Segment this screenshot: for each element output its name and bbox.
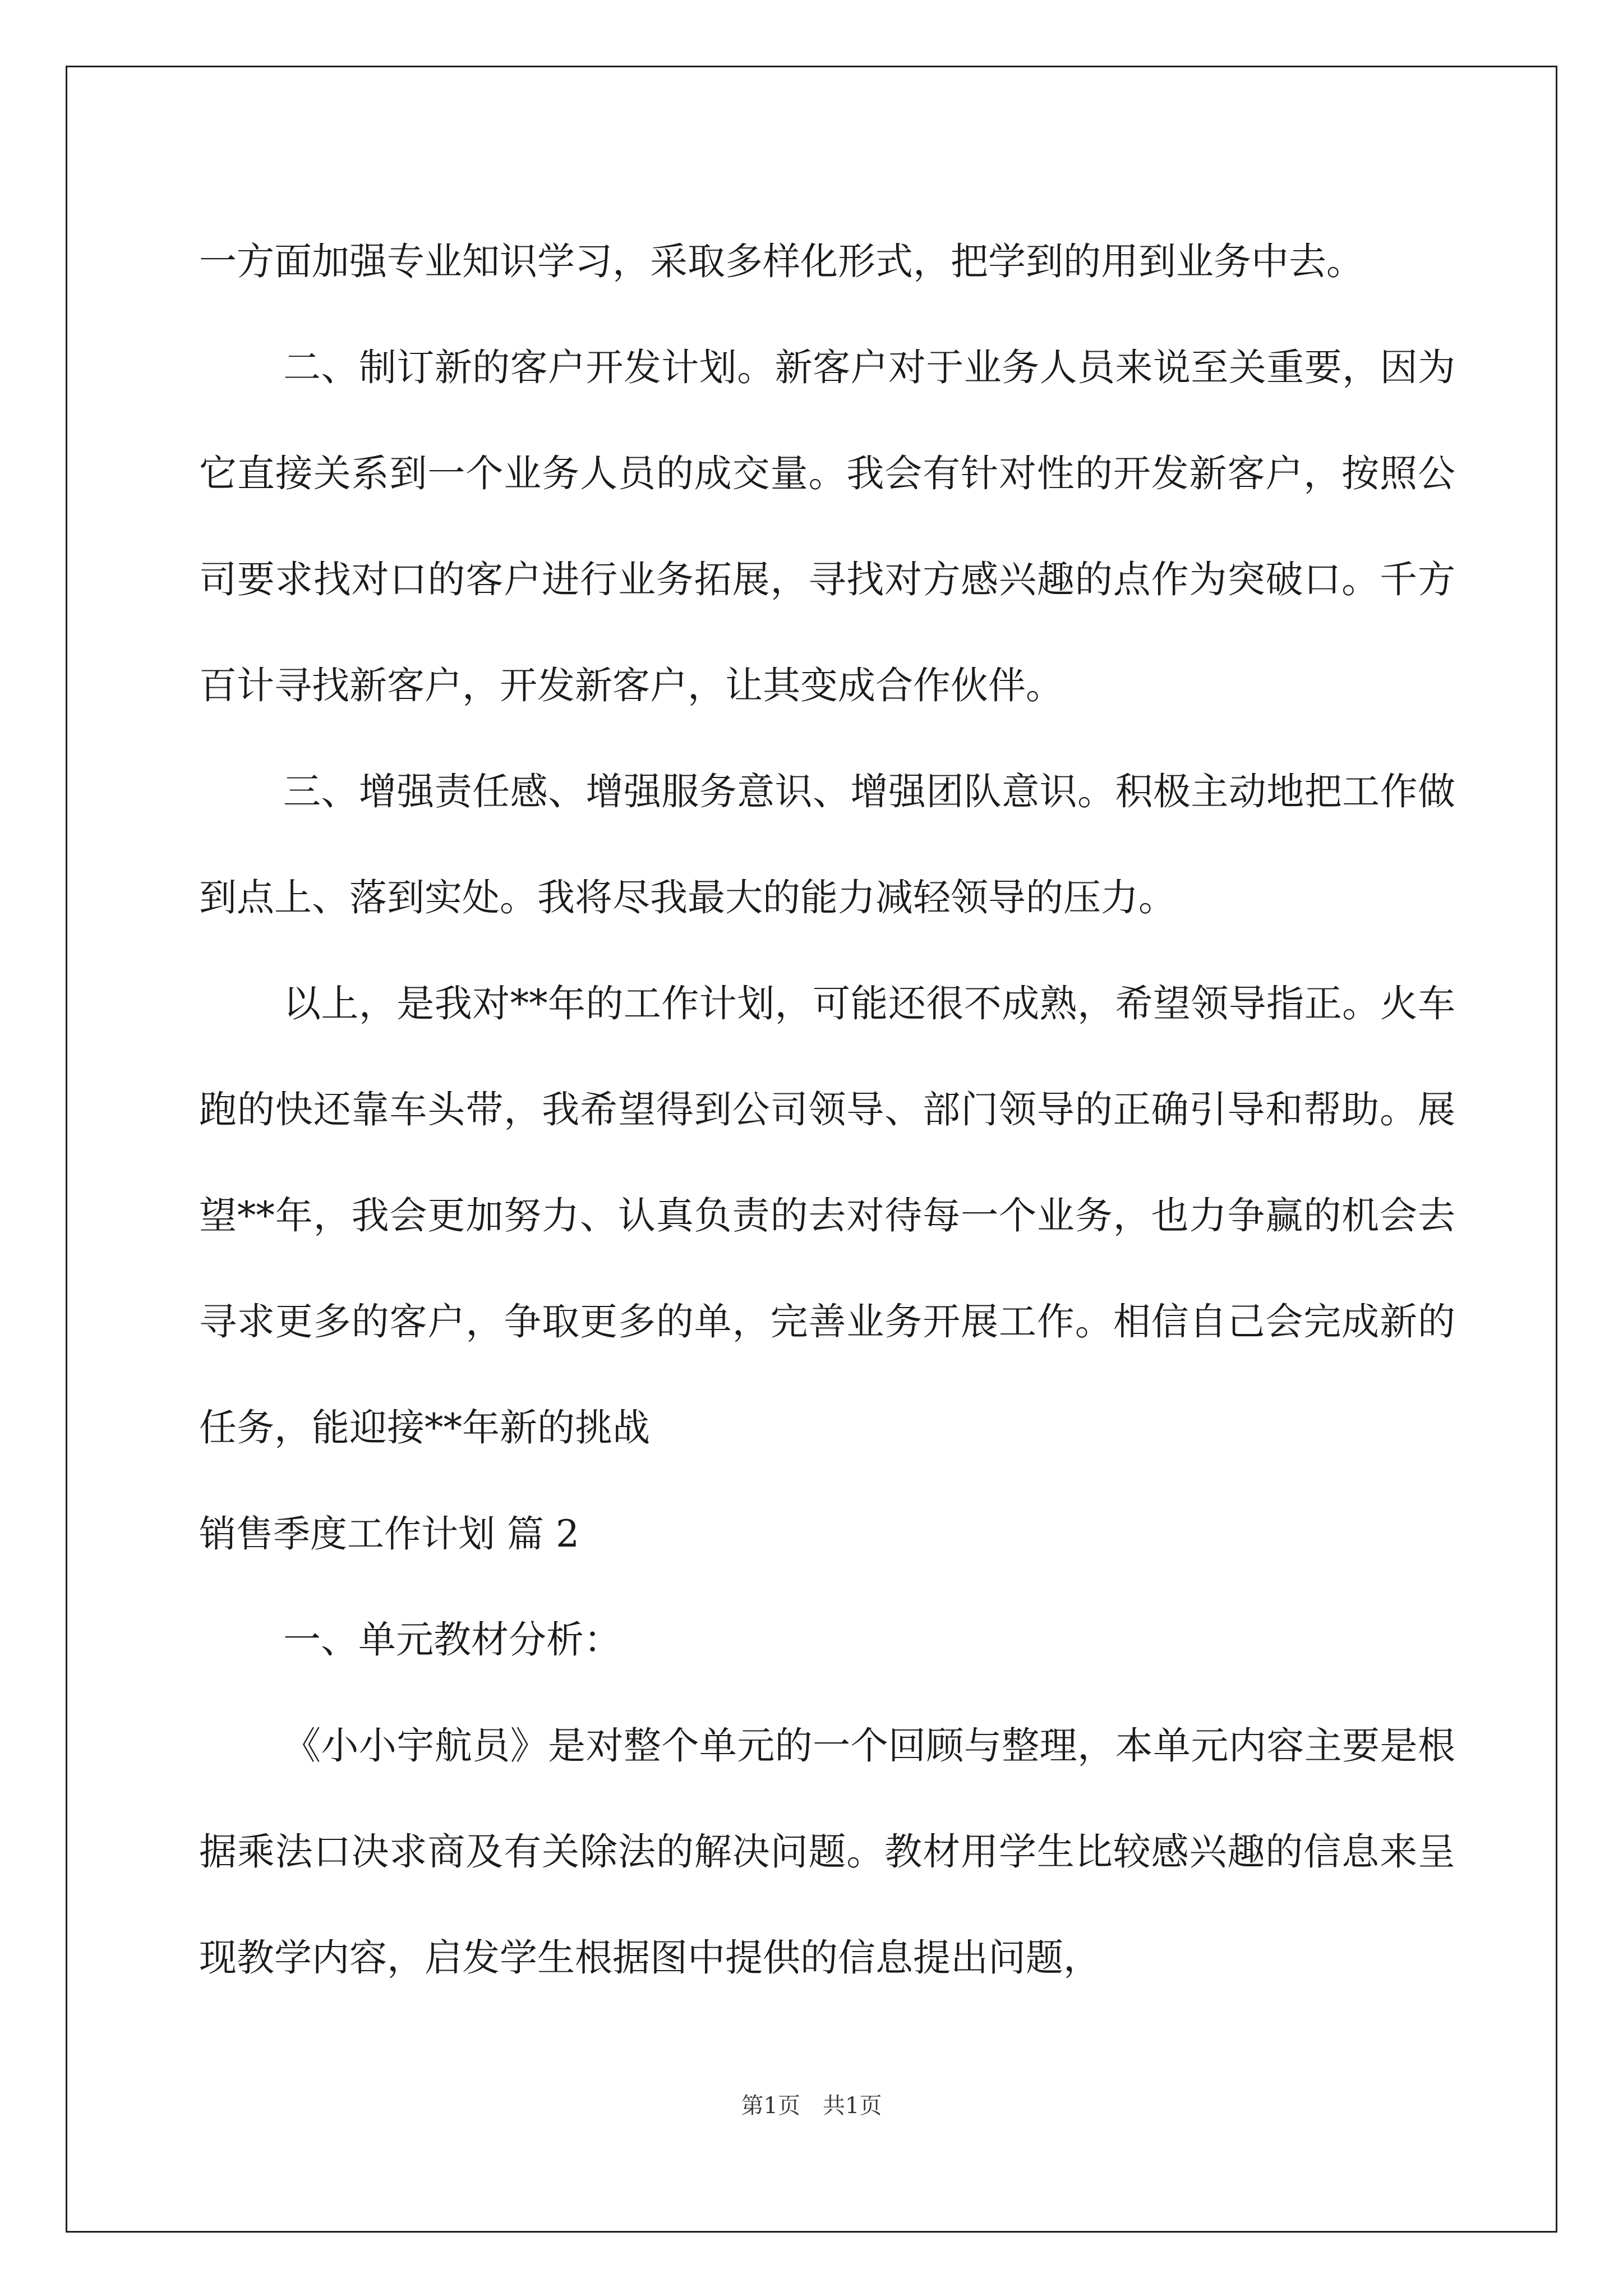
document-body — [199, 209, 1455, 2011]
page-footer: 第1页 共1页 — [741, 2093, 882, 2119]
paragraph-4: 以上，是我对**年的工作计划，可能还很不成熟，希望领导指正。火车跑的快还靠车头带，我希望得到公司领导、部门领导的正确引导和帮助。展望**年，我会更加努力、认真负责的去对待每一个业务，也力争赢的机会去寻求更多的客户，争取更多的单，完善业务开展工作。相信自己会完成新的任务，能迎接**年新的挑战 — [199, 982, 1455, 1450]
paragraph-1: 一方面加强专业知识学习，采取多样化形式，把学到的用到业务中去。 — [199, 240, 1364, 283]
paragraph-5: 一、单元教材分析： — [283, 1618, 621, 1662]
paragraph-3: 三、增强责任感、增强服务意识、增强团队意识。积极主动地把工作做到点上、落到实处。我将尽我最大的能力减轻领导的压力。 — [199, 770, 1455, 919]
paragraph-2: 二、制订新的客户开发计划。新客户对于业务人员来说至关重要，因为它直接关系到一个业务人员的成交量。我会有针对性的开发新客户，按照公司要求找对口的客户进行业务拓展，寻找对方感兴趣的点作为突破口。千方百计寻找新客户，开发新客户，让其变成合作伙伴。 — [199, 346, 1455, 707]
paragraph-6: 《小小宇航员》是对整个单元的一个回顾与整理，本单元内容主要是根据乘法口决求商及有关除法的解决问题。教材用学生比较感兴趣的信息来呈现教学内容，启发学生根据图中提供的信息提出问题， — [199, 1724, 1455, 1980]
section-heading: 销售季度工作计划 篇 2 — [199, 1512, 579, 1556]
